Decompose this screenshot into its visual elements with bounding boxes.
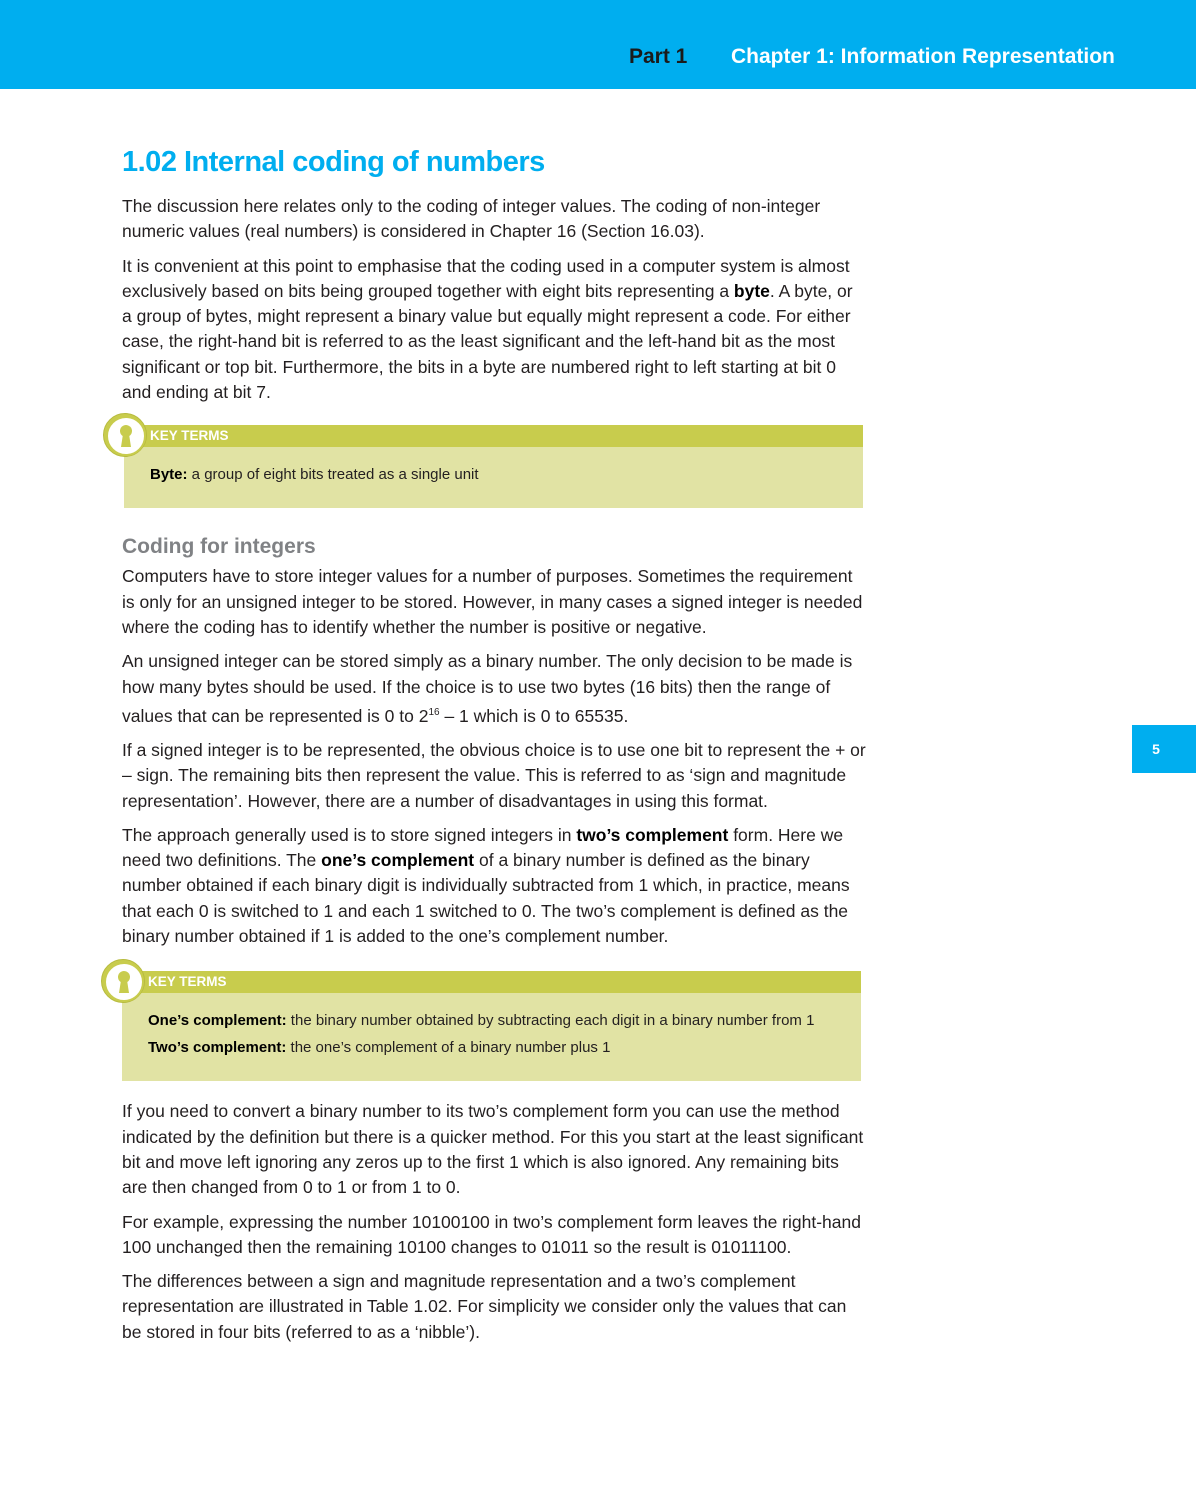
paragraph: For example, expressing the number 10100100 in two’s complement form leaves the right-hand 100 unchanged then the remaining 10100 changes to 01011 so the result is 01011100. (122, 1211, 861, 1257)
key-terms-header: KEY TERMS (124, 425, 863, 447)
definition: the binary number obtained by subtracting each digit in a binary number from 1 (286, 1012, 815, 1030)
text: form. Here we need two definitions. The (122, 824, 844, 871)
term: One’s complement: (148, 1012, 287, 1030)
page-number-tab (1132, 725, 1196, 773)
header-part: Part 1 (629, 45, 688, 68)
definition: a group of eight bits treated as a single unit (187, 466, 479, 484)
key-term (148, 1034, 835, 1061)
keyhole-icon (103, 413, 147, 457)
key-terms-body (124, 447, 863, 508)
key-terms-box (124, 425, 863, 508)
key-terms-header: KEY TERMS (122, 971, 861, 993)
key-terms-box (122, 971, 861, 1081)
bold-term: one’s complement (321, 850, 475, 871)
key-terms-body (122, 993, 861, 1081)
twos-complement-paragraph (122, 823, 867, 949)
text: It is convenient at this point to emphasise that the coding used in a computer system is almost exclusively based on bits being grouped together with eight bits representing a (122, 255, 850, 301)
intro-paragraph: The discussion here relates only to the coding of integer values. The coding of non-integer numeric values (real numbers) is considered in Chapter 16 (Section 16.03). (122, 196, 821, 242)
paragraph: If a signed integer is to be represented, the obvious choice is to use one bit to represent the + or – sign. The remaining bits then represent the value. This is referred to as ‘sign and magnitude representation’. However, there are a number of disadvantages in using this format. (122, 739, 866, 811)
bold-term: two’s complement (576, 824, 729, 845)
key-term (150, 461, 837, 488)
keyhole-icon (101, 959, 145, 1003)
subsection-heading: Coding for integers (122, 535, 316, 559)
paragraph: Computers have to store integer values for a number of purposes. Sometimes the requirement is only for an unsigned integer to be stored. However, in many cases a signed integer is needed where the coding has to identify whether the number is positive or negative. (122, 566, 863, 637)
term: Two’s complement: (148, 1039, 287, 1057)
text: – 1 which is 0 to 65535. (439, 705, 629, 726)
main-content (122, 140, 867, 1354)
text: . A byte, or a group of bytes, might represent a binary value but equally might represent a code. For either case, the right-hand bit is referred to as the least significant and the left-hand bit as the most significant or top bit. Furthermore, the bits in a byte are numbered right to left starting at bit 0 and ending at bit 7. (122, 280, 853, 403)
section-title: 1.02 Internal coding of numbers (122, 146, 545, 178)
byte-paragraph (122, 254, 867, 406)
superscript: 16 (428, 706, 440, 718)
definition: the one’s complement of a binary number plus 1 (286, 1039, 611, 1057)
page-number: 5 (1152, 741, 1160, 757)
header-chapter-title: Chapter 1: Information Representation (731, 45, 1115, 68)
bold-term: byte (733, 280, 770, 301)
unsigned-paragraph (122, 649, 867, 729)
term: Byte: (150, 466, 188, 484)
paragraph: The differences between a sign and magnitude representation and a two’s complement representation are illustrated in Table 1.02. For simplicity we consider only the values that can be stored in four bits (referred to as a ‘nibble’). (122, 1271, 847, 1342)
key-term (148, 1007, 835, 1034)
header-bar (0, 0, 1196, 89)
text: of a binary number is defined as the binary number obtained if each binary digit is individually subtracted from 1 which, in practice, means that each 0 is switched to 1 and each 1 switched to 0. The two’s complement is defined as the binary number obtained if 1 is added to the one’s complement number. (122, 850, 850, 947)
text: The approach generally used is to store signed integers in (122, 824, 577, 845)
text: An unsigned integer can be stored simply as a binary number. The only decision to be made is how many bytes should be used. If the choice is to use two bytes (16 bits) then the range of values that can be represented is 0 to 2 (122, 651, 853, 726)
paragraph: If you need to convert a binary number to its two’s complement form you can use the method indicated by the definition but there is a quicker method. For this you start at the least significant bit and move left ignoring any zeros up to the first 1 which is also ignored. Any remaining bits are then changed from 0 to 1 or from 1 to 0. (122, 1101, 864, 1198)
